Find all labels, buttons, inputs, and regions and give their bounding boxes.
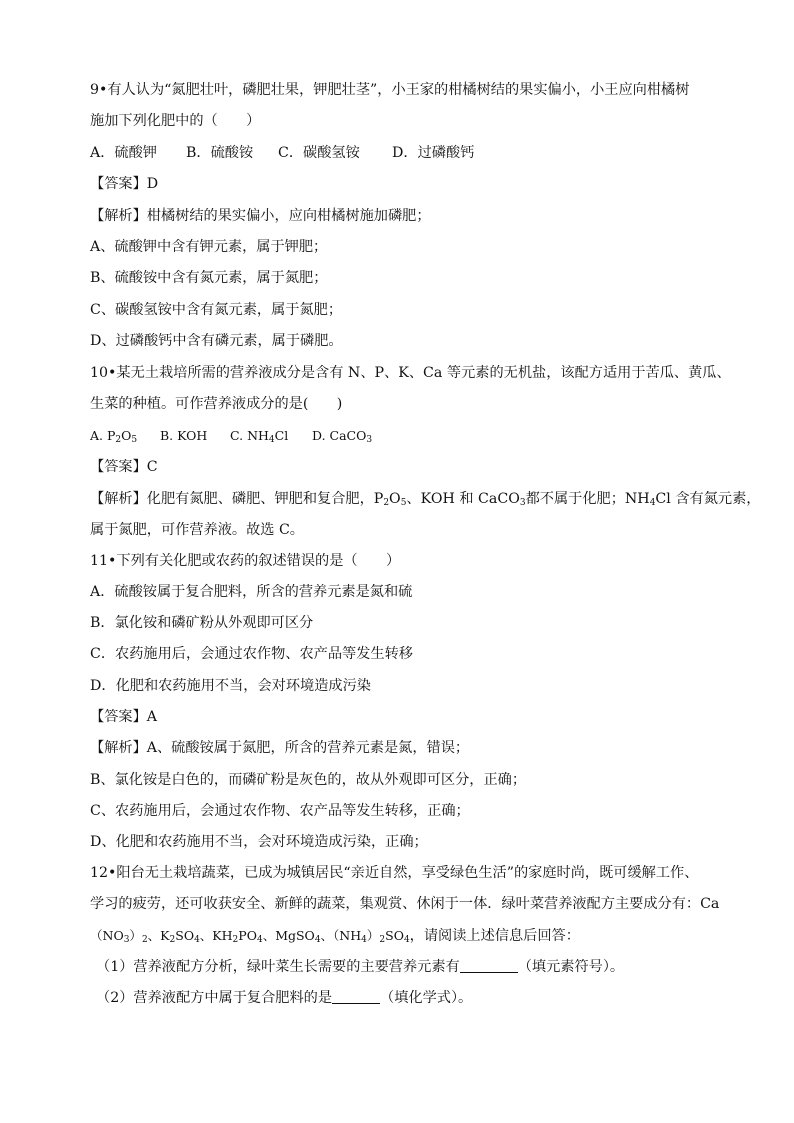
q9-options [90, 143, 474, 163]
q10-option-a: A. $P_2O_5$ [90, 428, 138, 445]
q10-analysis-line1: 【解析】化肥有氮肥、磷肥、钾肥和复合肥，$P_2O_5$、KOH 和 CaCO$_3$都不属于化肥；$NH_4Cl$ 含有氮元素， [90, 491, 761, 508]
q12-stem-line1: 12•阳台无土栽培蔬菜，已成为城镇居民“亲近自然，享受绿色生活”的家庭时尚，既可缓解工作、 [90, 865, 699, 881]
q12-subquestion-1: （1）营养液配方分析，绿叶菜生长需要的主要营养元素有 （填元素符号）。 [96, 959, 625, 975]
q9-option-c: C．碳酸氢铵 [278, 145, 360, 161]
q9-analysis-line: B、硫酸铵中含有氮元素，属于氮肥； [90, 270, 328, 286]
q11-analysis-line: 【解析】A、硫酸铵属于氮肥，所含的营养元素是氮，错误； [90, 740, 470, 756]
q12-answer-blank-1[interactable] [460, 958, 518, 973]
q10-answer: 【答案】C [90, 459, 158, 475]
q9-stem-line2: 施加下列化肥中的（ ） [90, 113, 261, 129]
q9-analysis-line: D、过磷酸钙中含有磷元素，属于磷肥。 [90, 333, 343, 349]
q9-analysis-line: A、硫酸钾中含有钾元素，属于钾肥； [90, 239, 328, 255]
q9-analysis-line: C、碳酸氢铵中含有氮元素，属于氮肥； [90, 302, 343, 318]
q12-answer-blank-2[interactable] [332, 989, 380, 1004]
q11-option-d: D．化肥和农药施用不当，会对环境造成污染 [90, 678, 371, 694]
q11-analysis-line: B、氯化铵是白色的，而磷矿粉是灰色的，故从外观即可区分，正确； [90, 772, 527, 788]
q11-analysis-line: C、农药施用后，会通过农作物、农产品等发生转移，正确； [90, 803, 470, 819]
q12-formula-line: $(NO_3)_2$、$K_2SO_4$、$KH_2PO_4$、MgSO$_4$、$(NH_4)_2SO_4$，请阅读上述信息后回答： [90, 928, 580, 945]
q10-stem-line2: 生菜的种植。可作营养液成分的是( ) [90, 396, 343, 412]
q9-option-a: A．硫酸钾 [90, 145, 157, 161]
q10-stem-line1: 10•某无土栽培所需的营养液成分是含有 N、P、K、Ca 等元素的无机盐，该配方适用于苦瓜、黄瓜、 [90, 365, 731, 381]
q9-stem-line1: 9•有人认为“氮肥壮叶，磷肥壮果，钾肥壮茎”，小王家的柑橘树结的果实偏小，小王应向柑橘树 [90, 82, 690, 98]
q9-option-d: D．过磷酸钙 [392, 145, 475, 161]
q10-options [90, 426, 372, 446]
q11-option-b: B．氯化铵和磷矿粉从外观即可区分 [90, 615, 314, 631]
q11-answer: 【答案】A [90, 709, 157, 725]
q12-stem-line2: 学习的疲劳，还可收获安全、新鲜的蔬菜，集观赏、休闲于一体．绿叶菜营养液配方主要成分有：Ca [90, 896, 720, 912]
q10-option-d: D. CaCO$_3$ [312, 428, 373, 445]
q9-option-b: B．硫酸铵 [186, 145, 254, 161]
q10-option-c: C. $NH_4Cl$ [230, 428, 289, 445]
q11-stem: 11•下列有关化肥或农药的叙述错误的是（ ） [90, 553, 401, 569]
q9-answer: 【答案】D [90, 176, 159, 192]
q9-analysis-line: 【解析】柑橘树结的果实偏小，应向柑橘树施加磷肥； [90, 208, 431, 224]
q11-analysis-line: D、化肥和农药施用不当，会对环境造成污染，正确； [90, 834, 428, 850]
q11-option-a: A．硫酸铵属于复合肥料，所含的营养元素是氮和硫 [90, 584, 413, 600]
q10-option-b: B. KOH [160, 428, 208, 443]
q10-analysis-line2: 属于氮肥，可作营养液。故选 C。 [90, 522, 304, 538]
q12-subquestion-2: （2）营养液配方中属于复合肥料的是 （填化学式）。 [96, 990, 473, 1006]
q11-option-c: C．农药施用后，会通过农作物、农产品等发生转移 [90, 646, 413, 662]
